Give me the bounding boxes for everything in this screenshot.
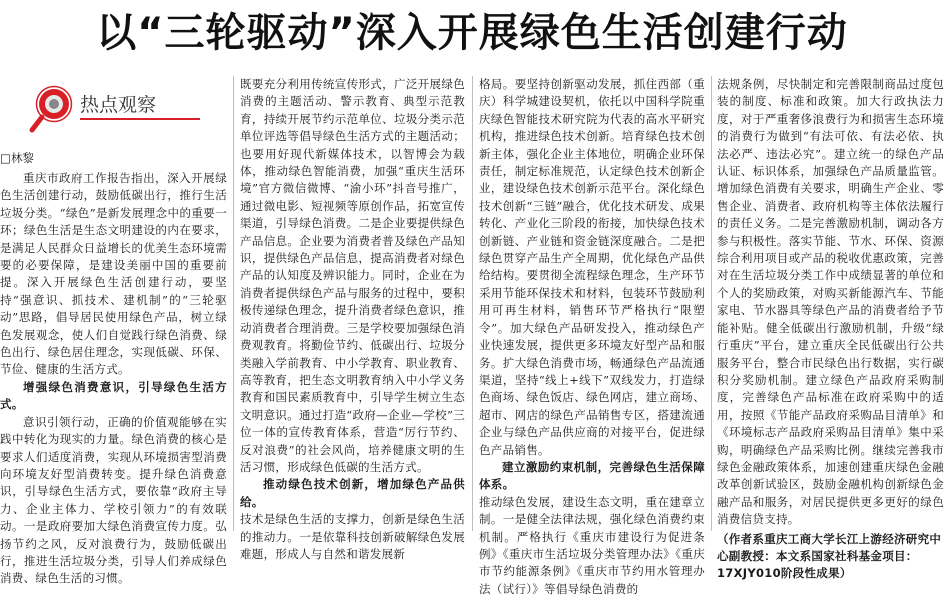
section-heading: 推动绿色技术创新，增加绿色产品供给。	[240, 477, 465, 509]
section-heading: 建立激励约束机制，完善绿色生活保障体系。	[479, 459, 705, 492]
column-logo-label: 热点观察	[80, 94, 157, 116]
paragraph: 既要充分利用传统宣传形式，广泛开展绿色消费的主题活动、警示教育、典型示范教育，持续开展节约示范单位、垃圾分类示范单位评选等倡导绿色生活方式的主题活动；也要用好现代新媒体技术，以智博会为载体，推动绿色智能消费，加强“重庆生活环境”官方微信微博、“渝小环”抖音号推广，通过微电影、短视频等原创作品，拓宽宣传渠道，引导绿色消费。二是企业要提供绿色产品信息。企业要为消费者普及绿色产品知识，提供绿色产品信息，提高消费者对绿色产品的认知度及辨识能力。同时，企业在为消费者提供绿色产品与服务的过程中，要积极传递绿色理念，提升消费者绿色意识，推动消费者合理消费。三是学校要加强绿色消费观教育。将勤俭节约、低碳出行、垃圾分类融入学前教育、中小学教育、职业教育、高等教育，把生态文明教育纳入中小学义务教育和国民素质教育中，引导学生树立生态文明意识。通过打造“政府—企业—学校”三位一体的宣传教育体系，营造“厉行节约、反对浪费”的社会风尚，培养健康文明的生活习惯，形成绿色低碳的生活方式。	[240, 77, 465, 474]
paragraph: 格局。要坚持创新驱动发展，抓住西部（重庆）科学城建设契机，依托以中国科学院重庆绿色智能技术研究院为代表的高水平研究机构，推进绿色技术创新。培育绿色技术创新主体，强化企业主体地位，明确企业环保责任，制定标准规范，认定绿色技术创新企业，建设绿色技术创新示范平台。深化绿色技术创新“三链”融合，优化技术研发、成果转化、产业化三阶段的衔接，加快绿色技术创新链、产业链和资金链深度融合。二是把绿色贯穿产品生产全周期，优化绿色产品供给结构。要贯彻全流程绿色理念，生产环节采用节能环保技术和材料，包装环节鼓励利用可再生材料，销售环节严格执行“限塑令”。加大绿色产品研发投入，推动绿色产业快速发展，提供更多环境友好型产品和服务。扩大绿色消费市场，畅通绿色产品流通渠道，坚持“线上+线下”双线发力，打造绿色商场、绿色饭店、绿色网店，建立商场、超市、网店的绿色产品销售专区，搭建流通企业与绿色产品供应商的对接平台，促进绿色产品销售。	[479, 77, 705, 457]
author-note: （作者系重庆工商大学长江上游经济研究中心副教授：本文系国家社科基金项目：17XJY010阶段性成果）	[717, 531, 942, 581]
paragraph: 重庆市政府工作报告指出，深入开展绿色生活创建行动，鼓励低碳出行，推行生活垃圾分类。“绿色”是新发展理念中的重要一环；绿色生活是生态文明建设的内在要求，是满足人民群众日益增长的优美生态环境需要的必要保障，是建设美丽中国的重要前提。深入开展绿色生活创建行动，要坚持“强意识、抓技术、建机制”的“三轮驱动”思路，倡导居民使用绿色产品，树立绿色发展观念，使人们自觉践行绿色消费、绿色出行、绿色居住理念，实现低碳、环保、节俭、健康的生活方式。	[0, 171, 227, 377]
article-column-1	[0, 170, 227, 586]
paragraph: 技术是绿色生活的支撑力，创新是绿色生活的推动力。一是依靠科技创新破解绿色发展难题，形成人与自然和谐发展新	[240, 512, 465, 561]
byline: □林黎	[0, 151, 34, 165]
logo-underline	[80, 118, 200, 120]
column-logo	[28, 84, 208, 134]
article-column-3	[479, 76, 705, 596]
article-column-2	[240, 76, 465, 561]
headline: 以“三轮驱动”深入开展绿色生活创建行动	[96, 10, 848, 56]
column-divider	[711, 76, 712, 531]
column-divider	[472, 76, 473, 531]
section-heading: 增强绿色消费意识，引导绿色生活方式。	[0, 379, 227, 412]
column-divider	[233, 76, 234, 531]
paragraph: 意识引领行动，正确的价值观能够在实践中转化为现实的力量。绿色消费的核心是要求人们适度消费，实现从环境损害型消费向环境友好型消费转变。提升绿色消费意识，引导绿色生活方式，要依靠“政府主导力、企业主体力、学校引领力”的有效联动。一是政府要加大绿色消费宣传力度。弘扬节约之风，反对浪费行为，鼓励低碳出行，推进生活垃圾分类，引导人们养成绿色消费、绿色生活的习惯。	[0, 414, 227, 586]
paragraph: 法规条例，尽快制定和完善限制商品过度包装的制度、标准和政策。加大行政执法力度，对于严重奢侈浪费行为和损害生态环境的消费行为做到“有法可依、有法必依、执法必严、违法必究”。建立统一的绿色产品认证、标识体系，加强绿色产品质量监管。增加绿色消费有关要求，明确生产企业、零售企业、消费者、政府机构等主体依法履行的责任义务。二是完善激励机制，调动各方参与积极性。落实节能、节水、环保、资源综合利用项目或产品的税收优惠政策，完善对在生活垃圾分类工作中成绩显著的单位和个人的奖励政策，对购买新能源汽车、节能家电、节水器具等绿色产品的消费者给予节能补贴。健全低碳出行激励机制，升级“绿行重庆”平台，建立重庆全民低碳出行公共服务平台，整合市民绿色出行数据，实行碳积分奖励机制。建立绿色产品政府采购制度，完善绿色产品标准在政府采购中的适用，按照《节能产品政府采购品目清单》和《环境标志产品政府采购品目清单》集中采购，明确绿色产品采购比例。继续完善我市绿色金融政策体系，加速创建重庆绿色金融改革创新试验区，鼓励金融机构创新绿色金融产品和服务，对居民提供更多更好的绿色消费信贷支持。	[717, 77, 944, 527]
paragraph: 推动绿色发展，建设生态文明，重在建章立制。一是健全法律法规，强化绿色消费约束机制。严格执行《重庆市建设行为促进条例》《重庆市生活垃圾分类管理办法》《重庆市节约能源条例》《重庆市节约用水管理办法（试行）》等倡导绿色消费的	[479, 494, 705, 596]
magnifier-icon	[28, 84, 84, 134]
article-column-4	[717, 76, 944, 581]
